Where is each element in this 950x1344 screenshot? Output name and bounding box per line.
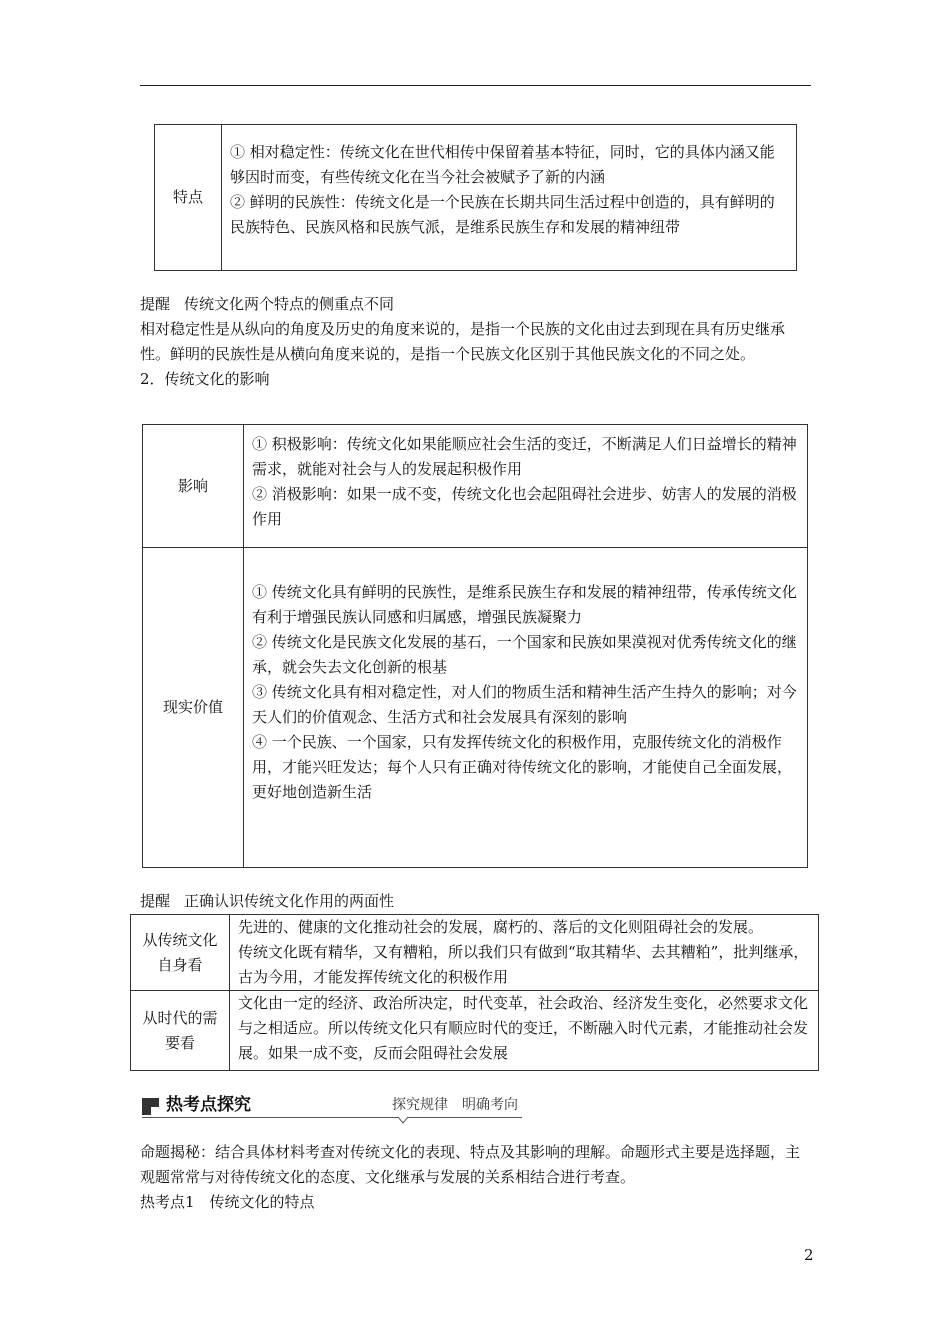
table2-row1-content bbox=[244, 425, 808, 548]
table3-row1-content bbox=[230, 915, 819, 991]
table2-row2-item-3: ③ 传统文化具有相对稳定性，对人们的物质生活和精神生活产生持久的影响；对今天人们的价值观念、生活方式和社会发展具有深刻的影响 bbox=[252, 683, 797, 726]
banner-notch-icon bbox=[398, 1116, 408, 1124]
table2-row1-item-1: ① 积极影响：传统文化如果能顺应社会生活的变迁，不断满足人们日益增长的精神需求，就能对社会与人的发展起积极作用 bbox=[252, 435, 797, 478]
intro-text: 命题揭秘：结合具体材料考查对传统文化的表现、特点及其影响的理解。命题形式主要是选择题，主观题常常与对待传统文化的态度、文化继承与发展的关系相结合进行考查。 bbox=[140, 1143, 801, 1186]
table2-row2-label: 现实价值 bbox=[143, 548, 244, 868]
table1-item-1: ① 相对稳定性：传统文化在世代相传中保留着基本特征，同时，它的具体内涵又能够因时而变，有些传统文化在当今社会被赋予了新的内涵 bbox=[230, 142, 775, 186]
table2-row2-item-4: ④ 一个民族、一个国家，只有发挥传统文化的积极作用，克服传统文化的消极作用，才能兴旺发达；每个人只有正确对待传统文化的影响，才能使自己全面发展，更好地创造新生活 bbox=[252, 733, 793, 801]
table1-item-2: ② 鲜明的民族性：传统文化是一个民族在长期共同生活过程中创造的，具有鲜明的民族特色、民族风格和民族气派，是维系民族生存和发展的精神纽带 bbox=[230, 192, 775, 236]
tip1-key: 提醒 bbox=[140, 295, 171, 313]
table2-row2-item-2: ② 传统文化是民族文化发展的基石，一个国家和民族如果漠视对优秀传统文化的继承，就会失去文化创新的根基 bbox=[252, 633, 797, 676]
characteristics-table bbox=[154, 124, 797, 271]
table2-row1-item-2: ② 消极影响：如果一成不变，传统文化也会起阻碍社会进步、妨害人的发展的消极作用 bbox=[252, 485, 797, 528]
two-sides-table bbox=[130, 914, 819, 1071]
table3-row2-label: 从时代的需要看 bbox=[131, 991, 230, 1071]
table2-row2-item-1: ① 传统文化具有鲜明的民族性，是维系民族生存和发展的精神纽带，传承传统文化有利于增强民族认同感和归属感，增强民族凝聚力 bbox=[252, 583, 797, 626]
influence-table bbox=[142, 424, 808, 868]
table3-row1-line-1: 先进的、健康的文化推动社会的发展，腐朽的、落后的文化则阻碍社会的发展。 bbox=[238, 918, 764, 936]
banner-subtitle: 探究规律 明确考向 bbox=[392, 1097, 518, 1113]
hotspot-heading: 热考点1 传统文化的特点 bbox=[140, 1193, 315, 1211]
table1-label: 特点 bbox=[155, 125, 222, 271]
tip1-title: 传统文化两个特点的侧重点不同 bbox=[184, 295, 395, 313]
tip1-body: 相对稳定性是从纵向的角度及历史的角度来说的，是指一个民族的文化由过去到现在具有历史继承性。鲜明的民族性是从横向角度来说的，是指一个民族文化区别于其他民族文化的不同之处。 bbox=[140, 320, 786, 363]
tip2-block bbox=[140, 889, 812, 914]
tip2-title: 正确认识传统文化作用的两面性 bbox=[184, 892, 395, 910]
table3-row2-content bbox=[230, 991, 819, 1071]
table2-row1-label: 影响 bbox=[143, 425, 244, 548]
header-rule bbox=[140, 85, 811, 86]
table2-row2-content bbox=[244, 548, 808, 868]
table3-row1-label: 从传统文化自身看 bbox=[131, 915, 230, 991]
table3-row2-line-1: 文化由一定的经济、政治所决定，时代变革，社会政治、经济发生变化，必然要求文化与之相适应。所以传统文化只有顺应时代的变迁，不断融入时代元素，才能推动社会发展。如果一成不变，反而会阻碍社会发展 bbox=[238, 994, 809, 1062]
tip2-key: 提醒 bbox=[140, 892, 171, 910]
section2-heading: 2．传统文化的影响 bbox=[140, 370, 270, 388]
table1-content bbox=[222, 125, 797, 271]
tip1-block bbox=[140, 292, 812, 392]
hot-topic-banner bbox=[140, 1092, 522, 1118]
banner-underline bbox=[142, 1117, 522, 1118]
banner-title: 热考点探究 bbox=[166, 1095, 251, 1115]
table3-row1-line-2: 传统文化既有精华，又有糟粕，所以我们只有做到“取其精华、去其糟粕”，批判继承，古为今用，才能发挥传统文化的积极作用 bbox=[238, 943, 809, 986]
intro-block bbox=[140, 1140, 812, 1215]
page-number: 2 bbox=[804, 1246, 814, 1264]
